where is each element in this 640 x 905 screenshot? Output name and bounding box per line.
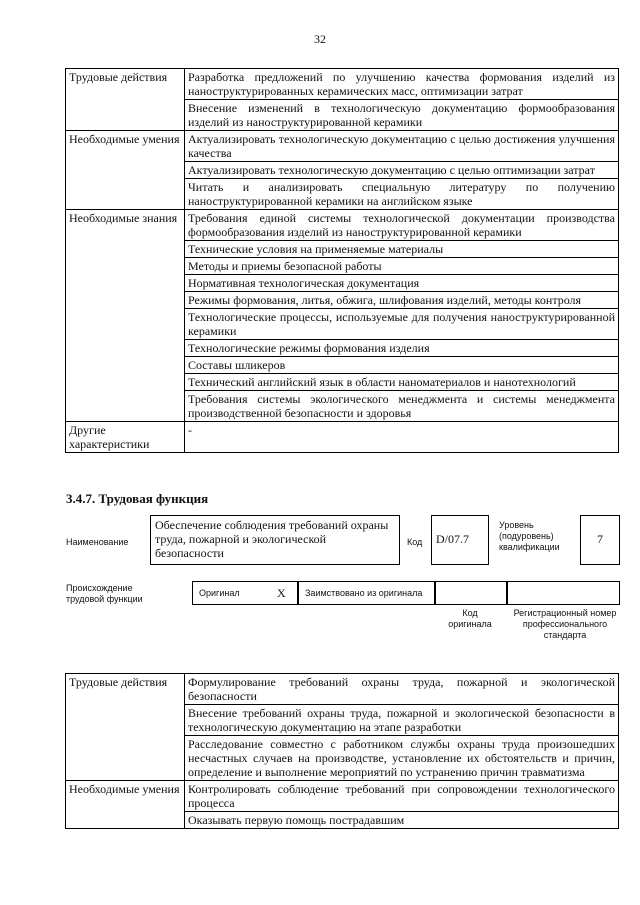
table-cell: Режимы формования, литья, обжига, шлифования изделий, методы контроля <box>185 292 619 309</box>
reg-number-box <box>507 581 620 605</box>
table-cell: Технологические режимы формования изделия <box>185 340 619 357</box>
table-cell: Требования единой системы технологической документации производства формообразования изделий из наноструктурированной керамики <box>185 210 619 241</box>
table-row <box>66 69 619 100</box>
table-cell: Составы шликеров <box>185 357 619 374</box>
table-cell: Расследование совместно с работником службы охраны труда произошедших несчастных случаев на производстве, установление их обстоятельств и причин, определение и выполнение мероприятий по устранению причин травматизма <box>185 736 619 781</box>
table-cell: Внесение требований охраны труда, пожарной и экологической безопасности в технологическую документацию на этапе разработки <box>185 705 619 736</box>
table-cell: Внесение изменений в технологическую документацию формообразования изделий из наноструктурированной керамики <box>185 100 619 131</box>
table-cell: Актуализировать технологическую документацию с целью оптимизации затрат <box>185 162 619 179</box>
labor-function-table-2 <box>65 673 619 829</box>
original-box <box>192 581 298 605</box>
table-cell: Читать и анализировать специальную литературу по получению наноструктурированной керамики на английском языке <box>185 179 619 210</box>
origin-code-caption: Код оригинала <box>448 608 492 629</box>
table-cell: Нормативная технологическая документация <box>185 275 619 292</box>
table-row <box>66 422 619 453</box>
table-cell: Технологические процессы, используемые для получения наноструктурированной керамики <box>185 309 619 340</box>
table-cell: Технические условия на применяемые материалы <box>185 241 619 258</box>
table-cell: Методы и приемы безопасной работы <box>185 258 619 275</box>
level-box: 7 <box>580 515 620 565</box>
row-label: Необходимые умения <box>66 781 185 829</box>
page-number: 32 <box>314 32 326 46</box>
row-label: Необходимые знания <box>66 210 185 422</box>
table-row <box>66 131 619 162</box>
row-label: Другие характеристики <box>66 422 185 453</box>
borrowed-label: Заимствовано из оригинала <box>305 588 423 598</box>
table-cell: Формулирование требований охраны труда, пожарной и экологической безопасности <box>185 674 619 705</box>
level-label: Уровень (подуровень) квалификации <box>499 520 560 552</box>
table-row <box>66 674 619 705</box>
labor-function-table-1 <box>65 68 619 453</box>
table-cell: Требования системы экологического менеджмента и системы менеджмента производственной безопасности и здоровья <box>185 391 619 422</box>
section-title: 3.4.7. Трудовая функция <box>66 491 209 506</box>
original-label: Оригинал <box>199 588 240 598</box>
original-mark: X <box>277 586 286 600</box>
table-cell: Технический английский язык в области наноматериалов и нанотехнологий <box>185 374 619 391</box>
table-cell: - <box>185 422 619 453</box>
table-row <box>66 210 619 241</box>
table-cell: Разработка предложений по улучшению качества формования изделий из наноструктурированных керамических масс, оптимизации затрат <box>185 69 619 100</box>
code-label: Код <box>407 537 423 547</box>
table-row <box>66 781 619 812</box>
table-cell: Оказывать первую помощь пострадавшим <box>185 812 619 829</box>
code-box: D/07.7 <box>431 515 489 565</box>
row-label: Трудовые действия <box>66 674 185 781</box>
borrowed-box <box>298 581 435 605</box>
name-label: Наименование <box>66 537 129 547</box>
table-cell: Контролировать соблюдение требований при сопровождении технологического процесса <box>185 781 619 812</box>
row-label: Трудовые действия <box>66 69 185 131</box>
function-name-box: Обеспечение соблюдения требований охраны труда, пожарной и экологической безопасности <box>150 515 400 565</box>
origin-label: Происхождение трудовой функции <box>66 583 143 604</box>
origin-code-box <box>435 581 507 605</box>
reg-number-caption: Регистрационный номер профессионального стандарта <box>513 608 617 640</box>
row-label: Необходимые умения <box>66 131 185 210</box>
table-cell: Актуализировать технологическую документацию с целью достижения улучшения качества <box>185 131 619 162</box>
